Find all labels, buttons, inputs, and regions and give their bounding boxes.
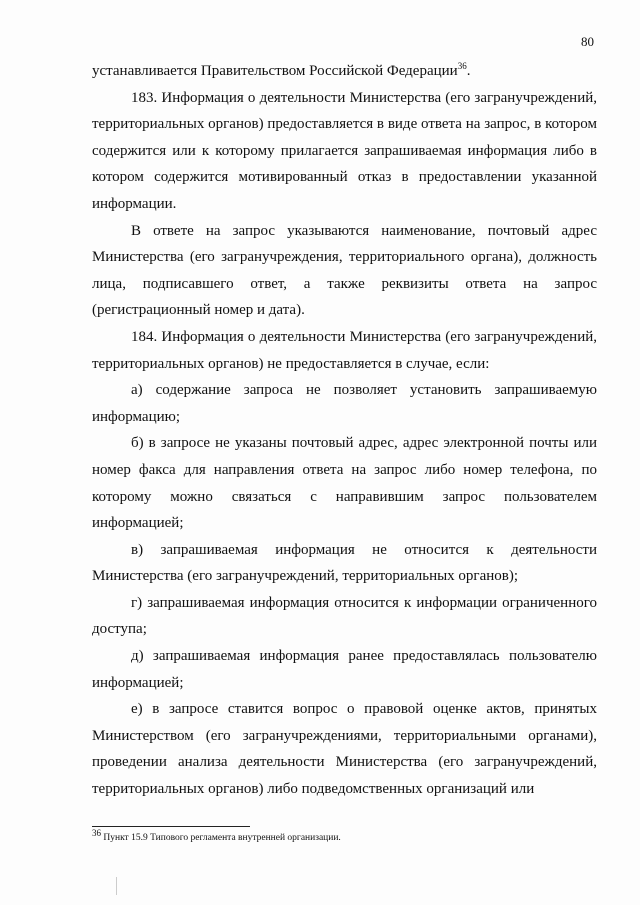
- footnote-number: 36: [92, 827, 101, 838]
- paragraph-item-184: 184. Информация о деятельности Министерства (его загранучреждений, территориальных органов) не предоставляется в случае, если:: [92, 328, 597, 372]
- list-item-d: д) запрашиваемая информация ранее предоставлялась пользователю информацией;: [92, 648, 597, 691]
- list-item-g: г) запрашиваемая информация относится к информации ограниченного доступа;: [92, 594, 597, 638]
- paragraph-continuation: [92, 58, 597, 85]
- list-item-a: а) содержание запроса не позволяет установить запрашиваемую информацию;: [92, 382, 597, 425]
- footnote-text: Пункт 15.9 Типового регламента внутренней организации.: [103, 833, 341, 843]
- list-item-e: е) в запросе ставится вопрос о правовой оценке актов, принятых Министерством (его загранучреждениями, территориальными органами), проведении анализа деятельности Министерства (его загранучреждений, территориальных органов) либо подведомственных организаций или: [92, 701, 597, 798]
- paragraph-response-details: В ответе на запрос указываются наименование, почтовый адрес Министерства (его загранучреждения, территориального органа), должность лица, подписавшего ответ, а также реквизиты ответа на запрос (регистрационный номер и дата).: [92, 222, 597, 319]
- scan-artifact: [116, 877, 117, 895]
- paragraph-period: .: [466, 63, 471, 79]
- list-item-v: в) запрашиваемая информация не относится к деятельности Министерства (его загранучреждений, территориальных органов);: [92, 541, 597, 585]
- list-item-b: б) в запросе не указаны почтовый адрес, адрес электронной почты или номер факса для направления ответа на запрос либо номер телефона, по которому можно связаться с направившим запрос пользователем информацией;: [92, 435, 597, 532]
- body-text: [92, 58, 597, 803]
- footnote-reference: 36: [457, 61, 467, 71]
- paragraph-text: устанавливается Правительством Российской Федерации: [92, 63, 458, 79]
- footnote-divider: [92, 826, 250, 827]
- footnote: [92, 827, 597, 845]
- paragraph-item-183: 183. Информация о деятельности Министерства (его загранучреждений, территориальных органов) предоставляется в виде ответа на запрос, в котором содержится или к которому прилагается запрашиваемая информация либо в котором содержится мотивированный отказ в предоставлении указанной информации.: [92, 89, 597, 212]
- page-number: 80: [581, 34, 594, 49]
